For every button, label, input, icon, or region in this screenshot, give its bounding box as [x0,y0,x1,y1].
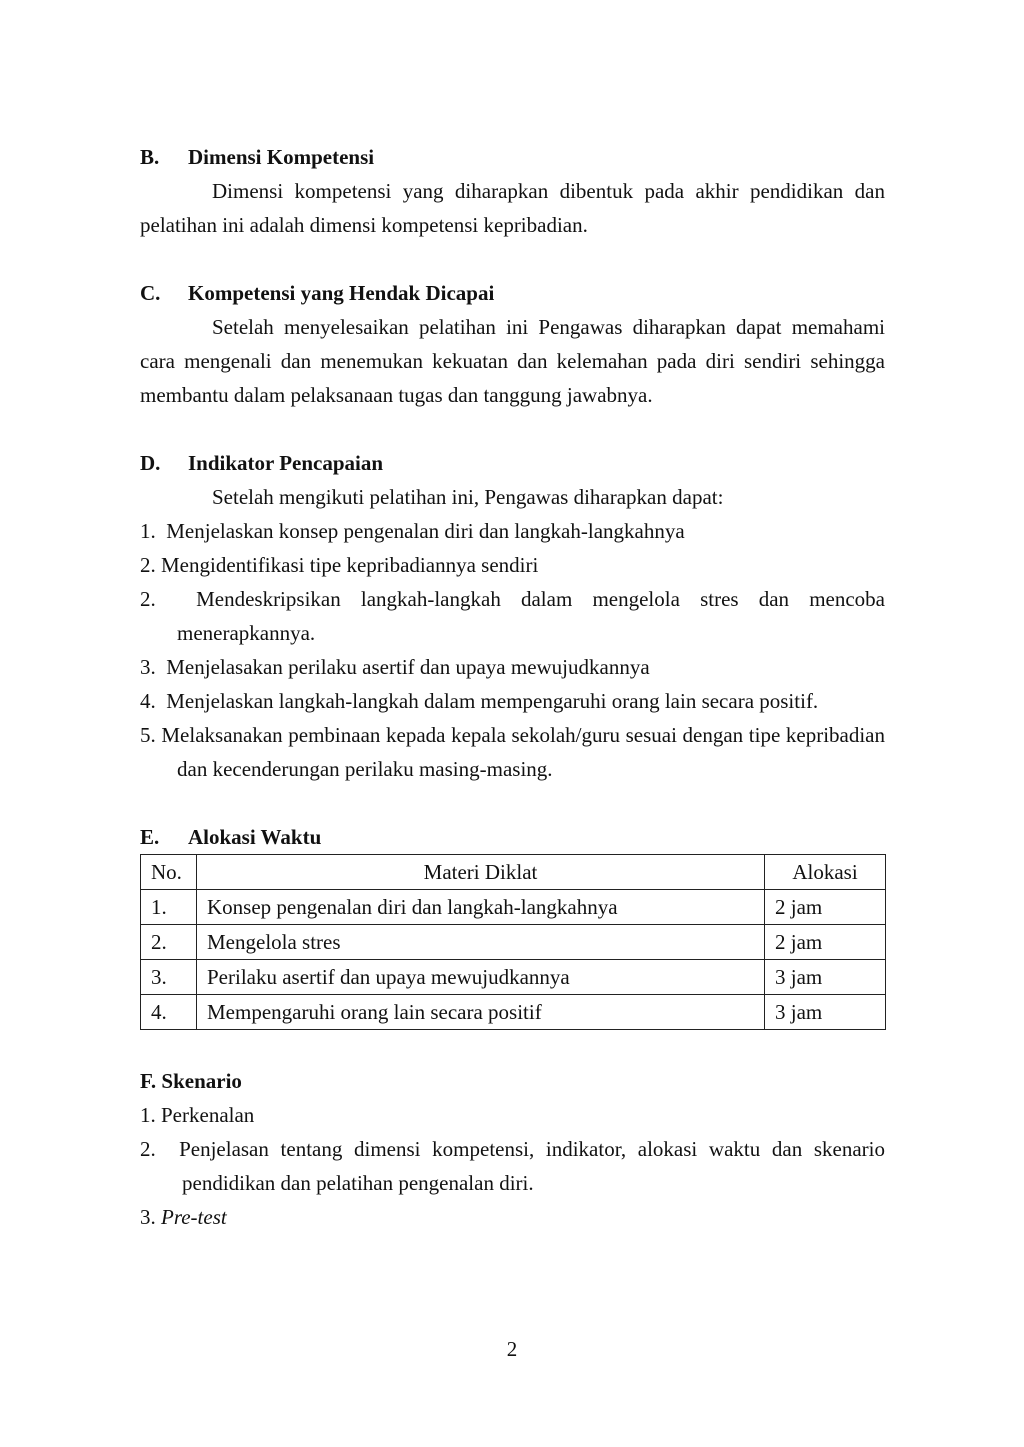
section-c-title: Kompetensi yang Hendak Dicapai [188,281,495,305]
list-item: 2. Penjelasan tentang dimensi kompetensi, indikator, alokasi waktu dan skenario pendidikan dan pelatihan pengenalan diri. [140,1137,886,1195]
section-f-heading [140,1064,885,1098]
list-item: 2. Mendeskripsikan langkah-langkah dalam mengelola stres dan mencoba menerapkannya. [140,587,886,645]
table-row: 1. Konsep pengenalan diri dan langkah-langkahnya 2 jam [141,890,886,925]
page-number: 2 [506,1337,518,1361]
section-d-title: Indikator Pencapaian [188,451,384,475]
table-header-row [141,855,886,890]
section-b-title: Dimensi Kompetensi [188,145,375,169]
section-d-heading [140,446,885,480]
section-b-heading [140,140,885,174]
section-e-letter: E. [140,825,160,849]
table-row: 2. Mengelola stres 2 jam [141,925,886,960]
section-e-title: Alokasi Waktu [188,825,322,849]
table-row: 3. Perilaku asertif dan upaya mewujudkannya 3 jam [141,960,886,995]
section-d-letter: D. [140,451,161,475]
list-item: 2. Mengidentifikasi tipe kepribadiannya sendiri [140,553,539,577]
section-d-intro: Setelah mengikuti pelatihan ini, Pengawas diharapkan dapat: [212,485,724,509]
header-no: No. [141,855,197,890]
list-item: 3. Menjelasakan perilaku asertif dan upaya mewujudkannya [140,655,650,679]
allocation-table [140,854,886,1030]
section-f-title: F. Skenario [140,1069,242,1093]
section-c-letter: C. [140,281,161,305]
section-c-paragraph: Setelah menyelesaikan pelatihan ini Pengawas diharapkan dapat memahami cara mengenali dan menemukan kekuatan dan kelemahan pada diri sendiri sehingga membantu dalam pelaksanaan tugas dan tanggung jawabnya. [140,315,885,407]
list-item: 3. Pre-test [140,1205,227,1229]
section-b-letter: B. [140,145,160,169]
section-b-paragraph: Dimensi kompetensi yang diharapkan dibentuk pada akhir pendidikan dan pelatihan ini adalah dimensi kompetensi kepribadian. [140,179,885,237]
list-item: 4. Menjelaskan langkah-langkah dalam mempengaruhi orang lain secara positif. [140,689,819,713]
section-e-heading [140,820,885,854]
header-materi: Materi Diklat [197,855,765,890]
table-row: 4. Mempengaruhi orang lain secara positif 3 jam [141,995,886,1030]
list-item: 5. Melaksanakan pembinaan kepada kepala sekolah/guru sesuai dengan tipe kepribadian dan kecenderungan perilaku masing-masing. [140,723,886,781]
header-alokasi: Alokasi [765,855,886,890]
page-content [140,140,885,1234]
list-item: 1. Menjelaskan konsep pengenalan diri dan langkah-langkahnya [140,519,685,543]
list-item: 1. Perkenalan [140,1103,255,1127]
section-c-heading [140,276,885,310]
scenario-list [140,1098,885,1234]
indicator-list [140,514,885,786]
